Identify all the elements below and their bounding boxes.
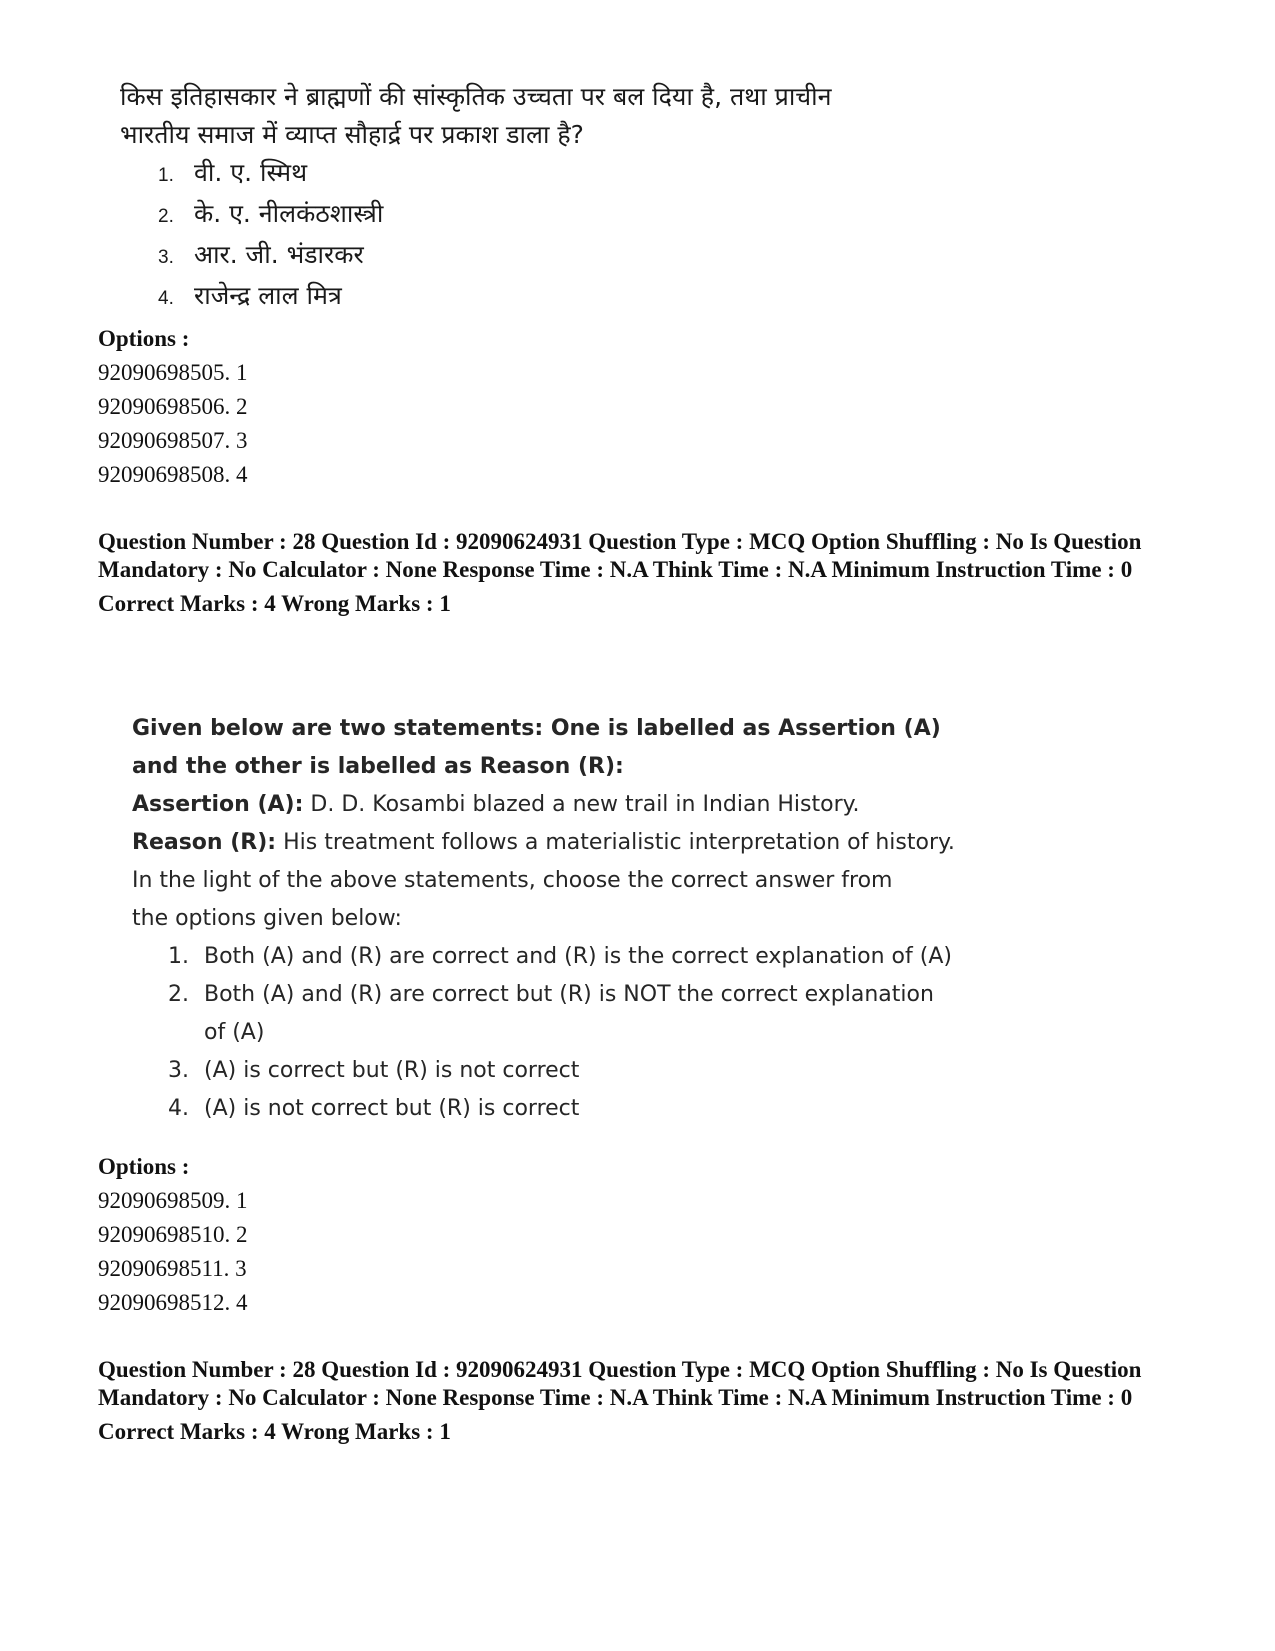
assertion-line [132,786,992,824]
reason-label: Reason (R): [132,830,277,855]
question-info: Question Number : 28 Question Id : 92090624931 Question Type : MCQ Option Shuffling : No Is Question Mandatory : No Calculator : None Response Time : N.A Think Time : N.A Minimum Instruction Time : 0 [98,1357,1142,1410]
choice-text: (A) is correct but (R) is not correct [204,1058,580,1083]
option-item: 92090698509. 1 [98,1188,248,1213]
choice-text: वी. ए. स्मिथ [194,158,308,187]
choice-number: 3. [168,1058,189,1083]
option-item: 92090698512. 4 [98,1290,248,1315]
option-item: 92090698508. 4 [98,462,248,487]
choice-item [168,1090,992,1128]
choice-item [168,1052,992,1090]
reason-line [132,824,992,862]
choice-number: 4. [168,1096,189,1121]
choice-number: 1. [158,165,174,186]
choice-item [168,938,992,976]
choice-number: 1. [168,944,189,969]
choice-list-english [132,938,992,1128]
question-stem-hindi: किस इतिहासकार ने ब्राह्मणों की सांस्कृतिक उच्चता पर बल दिया है, तथा प्राचीन भारतीय समाज में व्याप्त सौहार्द्र पर प्रकाश डाला है? [120,82,832,149]
choice-number: 4. [158,288,174,309]
option-item: 92090698507. 3 [98,428,248,453]
option-item: 92090698506. 2 [98,394,248,419]
options-label: Options : [98,1154,190,1179]
question-marks: Correct Marks : 4 Wrong Marks : 1 [98,591,451,616]
option-item: 92090698505. 1 [98,360,248,385]
choice-text: राजेन्द्र लाल मित्र [194,281,342,310]
assertion-label: Assertion (A): [132,792,304,817]
choice-text: के. ए. नीलकंठशास्त्री [194,199,384,228]
choice-item [158,195,940,236]
choice-number: 3. [158,247,174,268]
options-label: Options : [98,326,190,351]
choice-text: Both (A) and (R) are correct and (R) is the correct explanation of (A) [204,944,952,969]
choice-item [158,154,940,195]
question-marks: Correct Marks : 4 Wrong Marks : 1 [98,1419,451,1444]
choice-number: 2. [158,206,174,227]
question-intro: Given below are two statements: One is labelled as Assertion (A) and the other is labelled as Reason (R): [132,716,941,779]
question-meta-1 [98,528,1198,618]
assertion-text: D. D. Kosambi blazed a new trail in Indian History. [303,792,860,817]
options-block-1 [98,322,248,492]
choice-number: 2. [168,982,189,1007]
option-item: 92090698511. 3 [98,1256,247,1281]
option-item: 92090698510. 2 [98,1222,248,1247]
choice-text: आर. जी. भंडारकर [194,240,364,269]
choice-text: (A) is not correct but (R) is correct [204,1096,580,1121]
options-block-2 [98,1150,248,1320]
question-meta-2 [98,1356,1198,1446]
choice-text: Both (A) and (R) are correct but (R) is NOT the correct explanation of (A) [204,982,934,1045]
choice-item [168,976,992,1052]
choice-item [158,236,940,277]
question-hindi [120,78,940,318]
choice-list-hindi [120,154,940,318]
choice-item [158,277,940,318]
reason-text: His treatment follows a materialistic interpretation of history. [276,830,955,855]
question-english [132,710,992,1128]
question-instruction: In the light of the above statements, choose the correct answer from the options given below: [132,868,893,931]
question-info: Question Number : 28 Question Id : 92090624931 Question Type : MCQ Option Shuffling : No Is Question Mandatory : No Calculator : None Response Time : N.A Think Time : N.A Minimum Instruction Time : 0 [98,529,1142,582]
